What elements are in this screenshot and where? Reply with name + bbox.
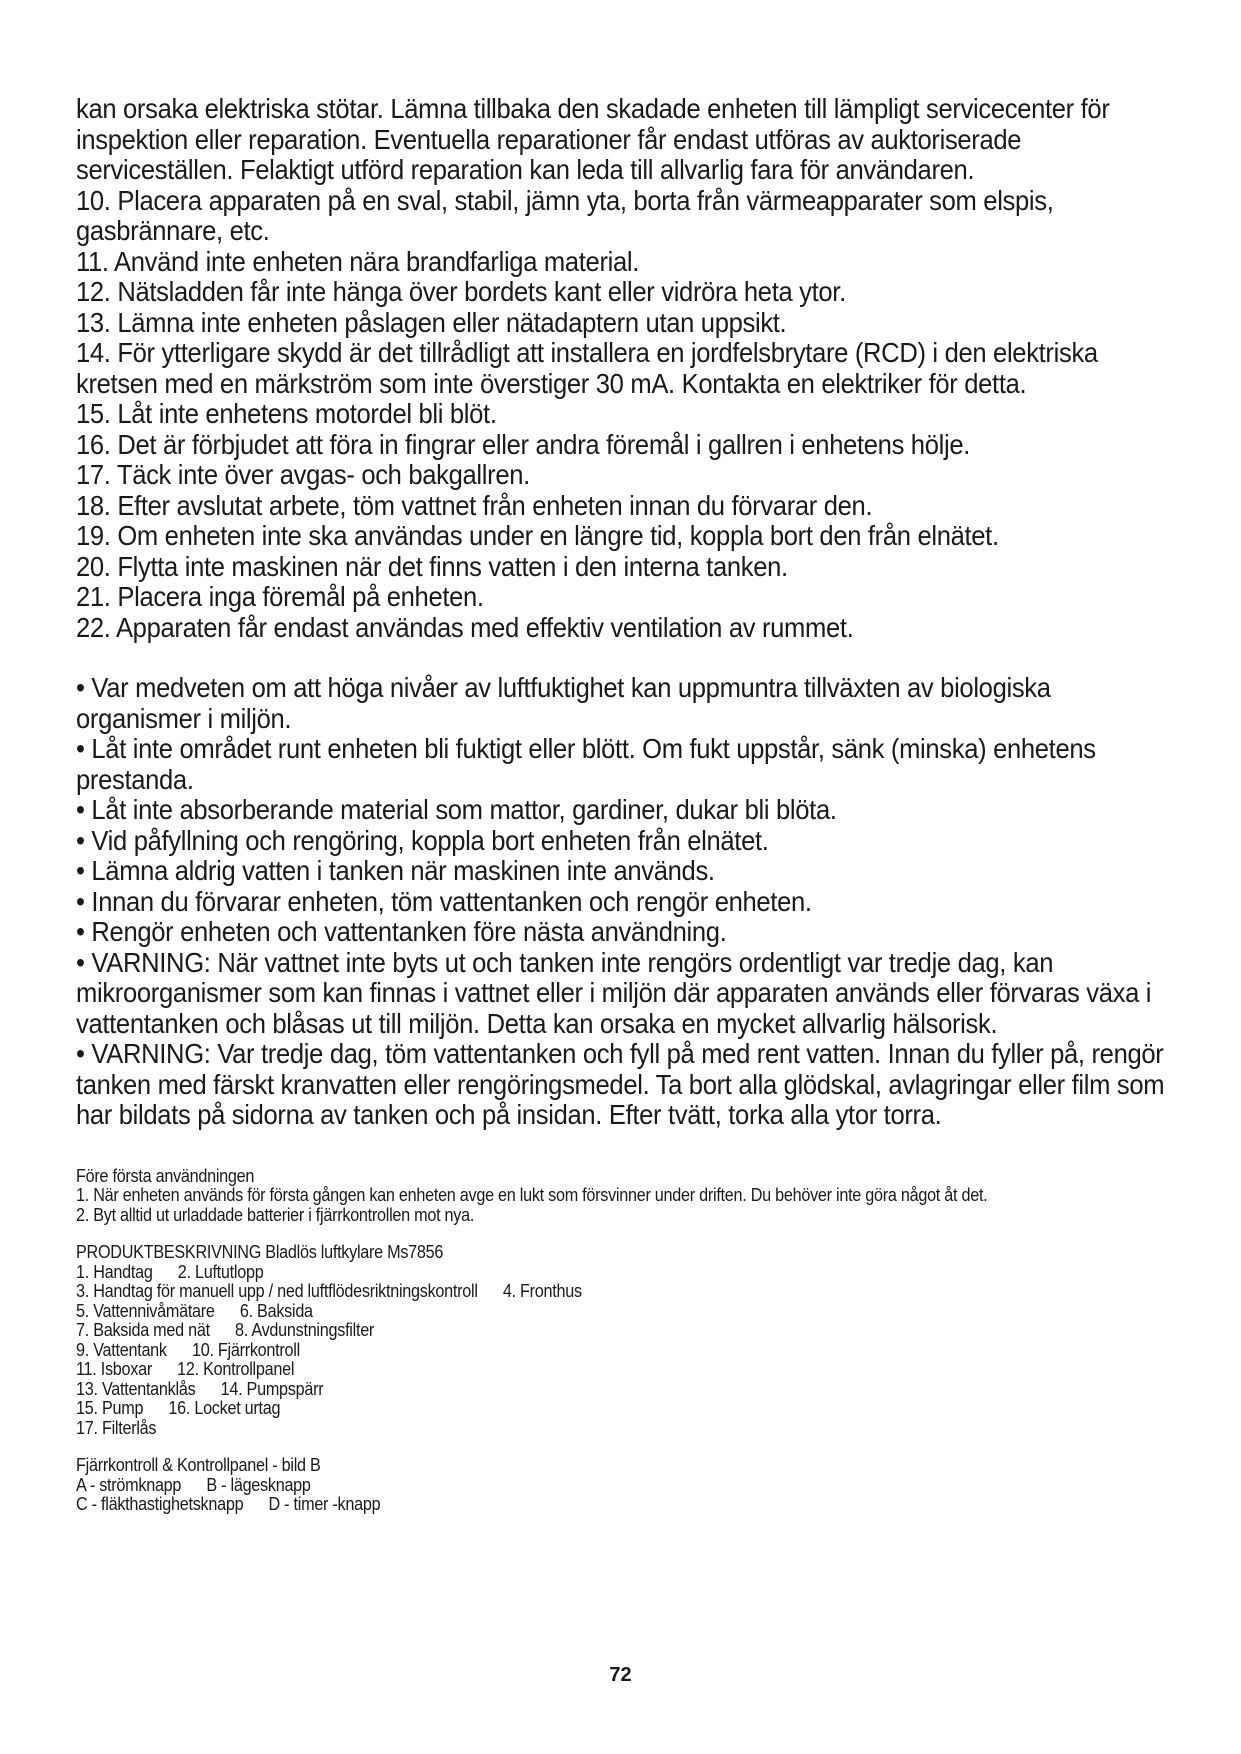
first-use-section (76, 1167, 1183, 1515)
numbered-item: 22. Apparaten får endast användas med effektiv ventilation av rummet. (76, 611, 854, 643)
product-part: 12. Kontrollpanel (177, 1359, 295, 1379)
page-number: 72 (609, 1664, 632, 1686)
product-part: 16. Locket urtag (168, 1398, 281, 1418)
product-row (76, 1282, 1183, 1302)
product-part: 7. Baksida med nät (76, 1320, 210, 1340)
intro-paragraph: kan orsaka elektriska stötar. Lämna tillbaka den skadade enheten till lämpligt servicecenter för inspektion eller reparation. Eventuella reparationer får endast utföras av auktoriserade serviceställen. Felaktigt utförd reparation kan leda till allvarlig fara för användaren. (76, 93, 1110, 185)
first-use-item: 1. När enheten används för första gången kan enheten avge en lukt som försvinner under driften. Du behöver inte göra något åt det. (76, 1185, 988, 1205)
product-row (76, 1302, 1183, 1322)
product-part: 13. Vattentanklås (76, 1378, 196, 1399)
numbered-item: 16. Det är förbjudet att föra in fingrar eller andra föremål i gallren i enhetens hölje. (76, 428, 971, 460)
numbered-item: 18. Efter avslutat arbete, töm vattnet från enheten innan du förvarar den. (76, 489, 873, 521)
spacer (76, 1438, 1183, 1456)
spacer (76, 643, 1173, 673)
numbered-item: 11. Använd inte enheten nära brandfarliga material. (76, 245, 640, 277)
product-part: 1. Handtag (76, 1261, 153, 1282)
numbered-item: 17. Täck inte över avgas- och bakgallren. (76, 459, 530, 490)
remote-heading: Fjärrkontroll & Kontrollpanel - bild B (76, 1455, 321, 1475)
product-part: 8. Avdunstningsfilter (235, 1320, 375, 1340)
product-part: 5. Vattennivåmätare (76, 1300, 215, 1321)
product-row (76, 1341, 1183, 1361)
warning-bullet: • VARNING: Var tredje dag, töm vattentanken och fyll på med rent vatten. Innan du fyller på, rengör tanken med färskt kranvatten eller rengöringsmedel. Ta bort alla glödskal, avlagringar eller film som har bildats på sidorna av tanken och på insidan. Efter tvätt, torka alla ytor torra. (76, 1038, 1165, 1130)
numbered-item: 14. För ytterligare skydd är det tillrådligt att installera en jordfelsbrytare (RCD) i den elektriska kretsen med en märkström som inte överstiger 30 mA. Kontakta en elektriker för detta. (76, 337, 1098, 399)
product-part: 11. Isboxar (76, 1359, 152, 1379)
first-use-heading: Före första användningen (76, 1165, 255, 1186)
product-row (76, 1321, 1183, 1341)
product-row (76, 1419, 1183, 1439)
product-row (76, 1263, 1183, 1283)
first-use-item: 2. Byt alltid ut urladdade batterier i fjärrkontrollen mot nya. (76, 1204, 475, 1225)
bullet-item: • Var medveten om att höga nivåer av luftfuktighet kan uppmuntra tillväxten av biologiska organismer i miljön. (76, 672, 1051, 734)
product-part: 17. Filterlås (76, 1417, 157, 1438)
remote-button-label: D - timer -knapp (268, 1494, 381, 1514)
bullet-item: • Vid påfyllning och rengöring, koppla bort enheten från elnätet. (76, 824, 769, 856)
numbered-item: 10. Placera apparaten på en sval, stabil, jämn yta, borta från värmeapparater som elspis, gasbrännare, etc. (76, 184, 1054, 246)
bullet-item: • Låt inte absorberande material som mattor, gardiner, dukar bli blöta. (76, 794, 837, 825)
numbered-item: 12. Nätsladden får inte hänga över bordets kant eller vidröra heta ytor. (76, 276, 846, 307)
numbered-item: 20. Flytta inte maskinen när det finns vatten i den interna tanken. (76, 550, 788, 582)
product-part: 15. Pump (76, 1398, 144, 1418)
page-content (76, 94, 1176, 1515)
spacer (76, 1225, 1183, 1243)
product-row (76, 1399, 1183, 1419)
bullet-item: • Innan du förvarar enheten, töm vattentanken och rengör enheten. (76, 885, 812, 917)
product-row (76, 1360, 1183, 1380)
product-part: 6. Baksida (239, 1300, 313, 1321)
bullet-item: • Låt inte området runt enheten bli fuktigt eller blött. Om fukt uppstår, sänk (minska) enhetens prestanda. (76, 733, 1096, 795)
remote-button-label: B - lägesknapp (206, 1474, 311, 1495)
remote-row (76, 1495, 1183, 1515)
numbered-item: 19. Om enheten inte ska användas under en längre tid, koppla bort den från elnätet. (76, 520, 999, 551)
numbered-item: 15. Låt inte enhetens motordel bli blöt. (76, 398, 497, 429)
product-part: 4. Fronthus (502, 1281, 582, 1301)
warning-bullet: • VARNING: När vattnet inte byts ut och tanken inte rengörs ordentligt var tredje dag, kan mikroorganismer som kan finnas i vattnet eller i miljön där apparaten används eller förvaras växa i vattentanken och blåsas ut till miljön. Detta kan orsaka en mycket allvarlig hälsorisk. (76, 946, 1152, 1039)
numbered-item: 21. Placera inga föremål på enheten. (76, 581, 484, 612)
product-part: 2. Luftutlopp (177, 1261, 264, 1282)
numbered-item: 13. Lämna inte enheten påslagen eller nätadaptern utan uppsikt. (76, 306, 787, 338)
product-part: 3. Handtag för manuell upp / ned luftflödesriktningskontroll (76, 1281, 478, 1301)
remote-button-label: C - fläkthastighetsknapp (76, 1494, 244, 1514)
product-part: 9. Vattentank (76, 1339, 167, 1360)
remote-button-label: A - strömknapp (76, 1474, 182, 1495)
remote-row (76, 1476, 1183, 1496)
product-row (76, 1380, 1183, 1400)
safety-instructions (76, 94, 1173, 1131)
product-heading: PRODUKTBESKRIVNING Bladlös luftkylare Ms7856 (76, 1242, 444, 1262)
bullet-item: • Rengör enheten och vattentanken före nästa användning. (76, 916, 727, 947)
product-part: 10. Fjärrkontroll (191, 1339, 300, 1360)
bullet-item: • Lämna aldrig vatten i tanken när maskinen inte används. (76, 855, 715, 886)
product-part: 14. Pumpspärr (220, 1378, 324, 1399)
